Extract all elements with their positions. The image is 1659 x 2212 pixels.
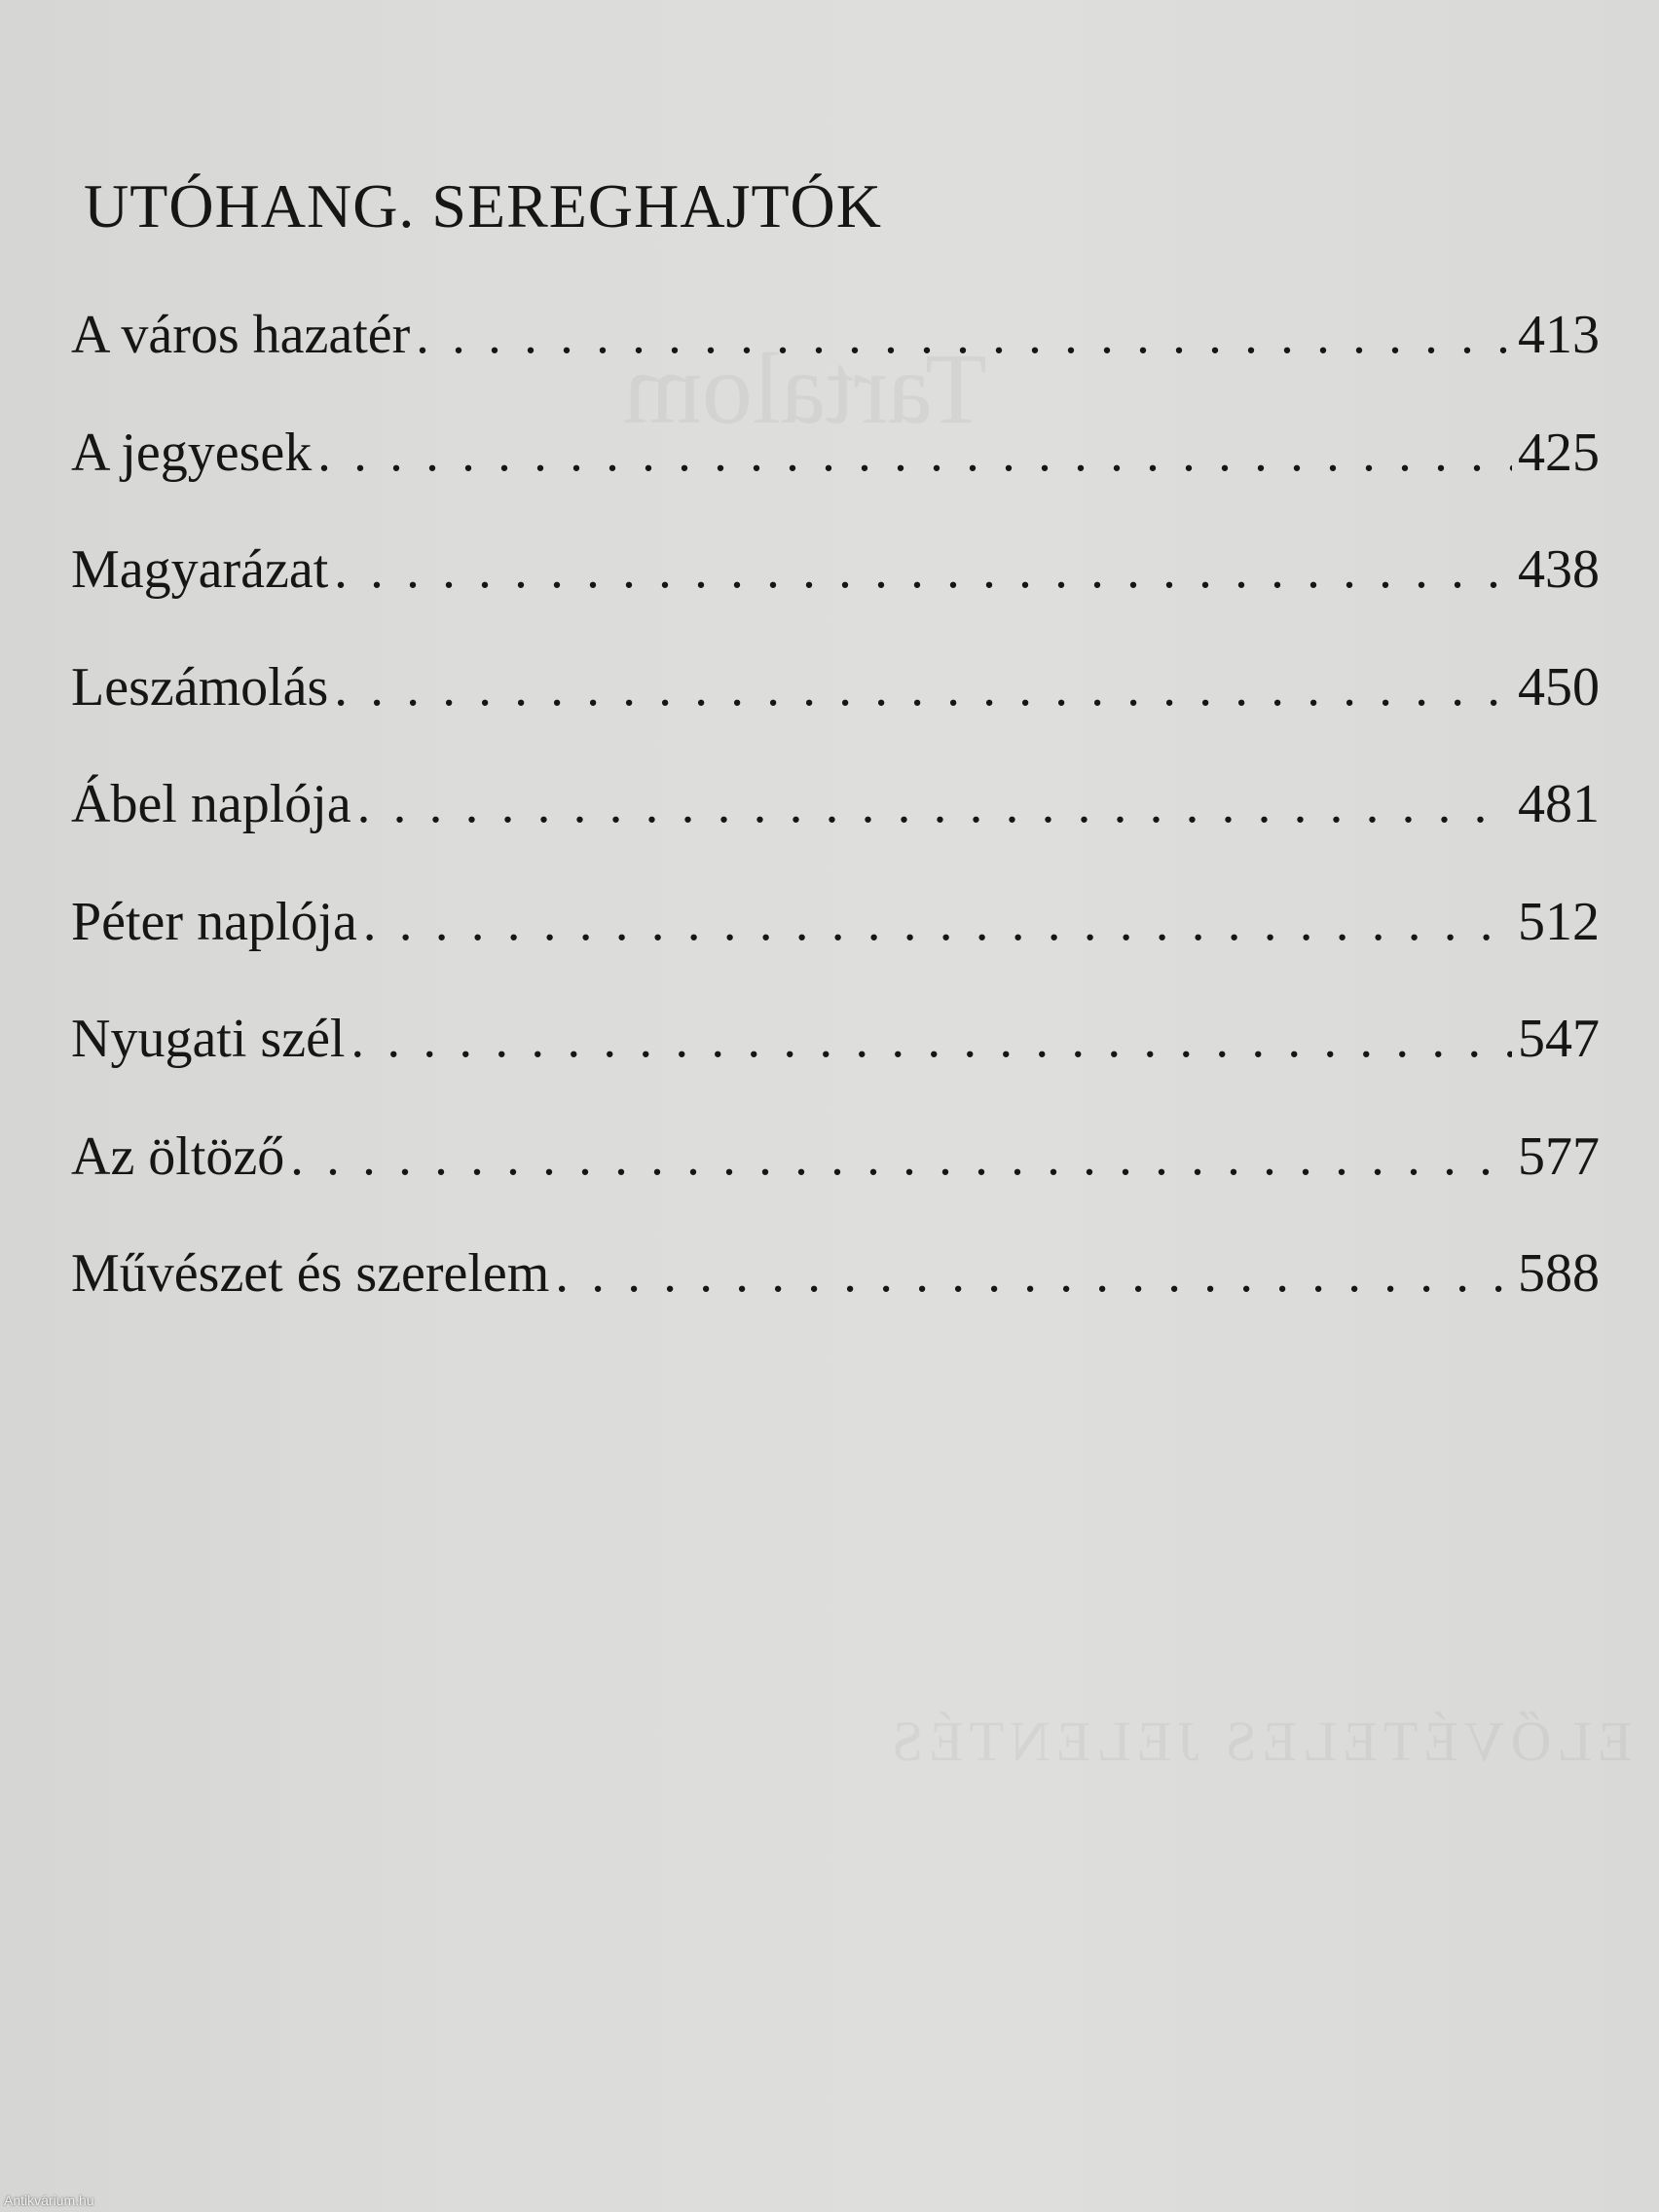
toc-entry-title: A jegyesek (71, 422, 313, 483)
toc-entry-page: 450 (1518, 656, 1600, 718)
toc-entry-page: 588 (1518, 1243, 1600, 1304)
toc-entry-title: Leszámolás (71, 656, 329, 718)
toc-entry-title: A város hazatér (71, 305, 411, 365)
watermark: Antikvárium.hu (4, 2193, 94, 2208)
toc-entry (71, 1009, 1600, 1129)
toc-entry-page: 413 (1518, 305, 1600, 365)
dot-leader (317, 426, 1512, 479)
toc-entry (71, 539, 1600, 660)
toc-entry-page: 438 (1518, 539, 1600, 600)
show-through-text: ELŐVÉTELES JELENTÉS (886, 1710, 1633, 1773)
toc-entry-title: Magyarázat (71, 539, 329, 600)
toc-entry-page: 547 (1518, 1009, 1600, 1069)
show-through-text: Tartalom (623, 333, 987, 445)
toc-entry (71, 1243, 1600, 1364)
dot-leader (363, 896, 1512, 948)
toc-entry (71, 656, 1600, 778)
dot-leader (416, 309, 1512, 361)
table-of-contents (71, 305, 1600, 1364)
toc-entry-title: Nyugati szél (71, 1009, 346, 1069)
toc-entry-page: 512 (1518, 891, 1600, 952)
toc-entry-title: Péter naplója (71, 891, 357, 952)
dot-leader (350, 1013, 1512, 1065)
toc-entry (71, 1125, 1600, 1247)
toc-entry (71, 774, 1600, 895)
section-title: UTÓHANG. SEREGHAJTÓK (84, 171, 882, 240)
toc-entry-page: 577 (1518, 1125, 1600, 1187)
toc-entry-title: Az öltöző (71, 1125, 285, 1187)
toc-entry (71, 422, 1600, 543)
dot-leader (290, 1130, 1512, 1183)
toc-entry (71, 305, 1600, 425)
toc-entry-page: 481 (1518, 774, 1600, 834)
dot-leader (357, 778, 1512, 830)
toc-entry-title: Ábel naplója (71, 774, 351, 834)
toc-entry-title: Művészet és szerelem (71, 1243, 550, 1304)
dot-leader (555, 1247, 1512, 1300)
dot-leader (334, 661, 1512, 714)
toc-entry (71, 891, 1600, 1013)
toc-entry-page: 425 (1518, 422, 1600, 483)
dot-leader (334, 543, 1512, 596)
